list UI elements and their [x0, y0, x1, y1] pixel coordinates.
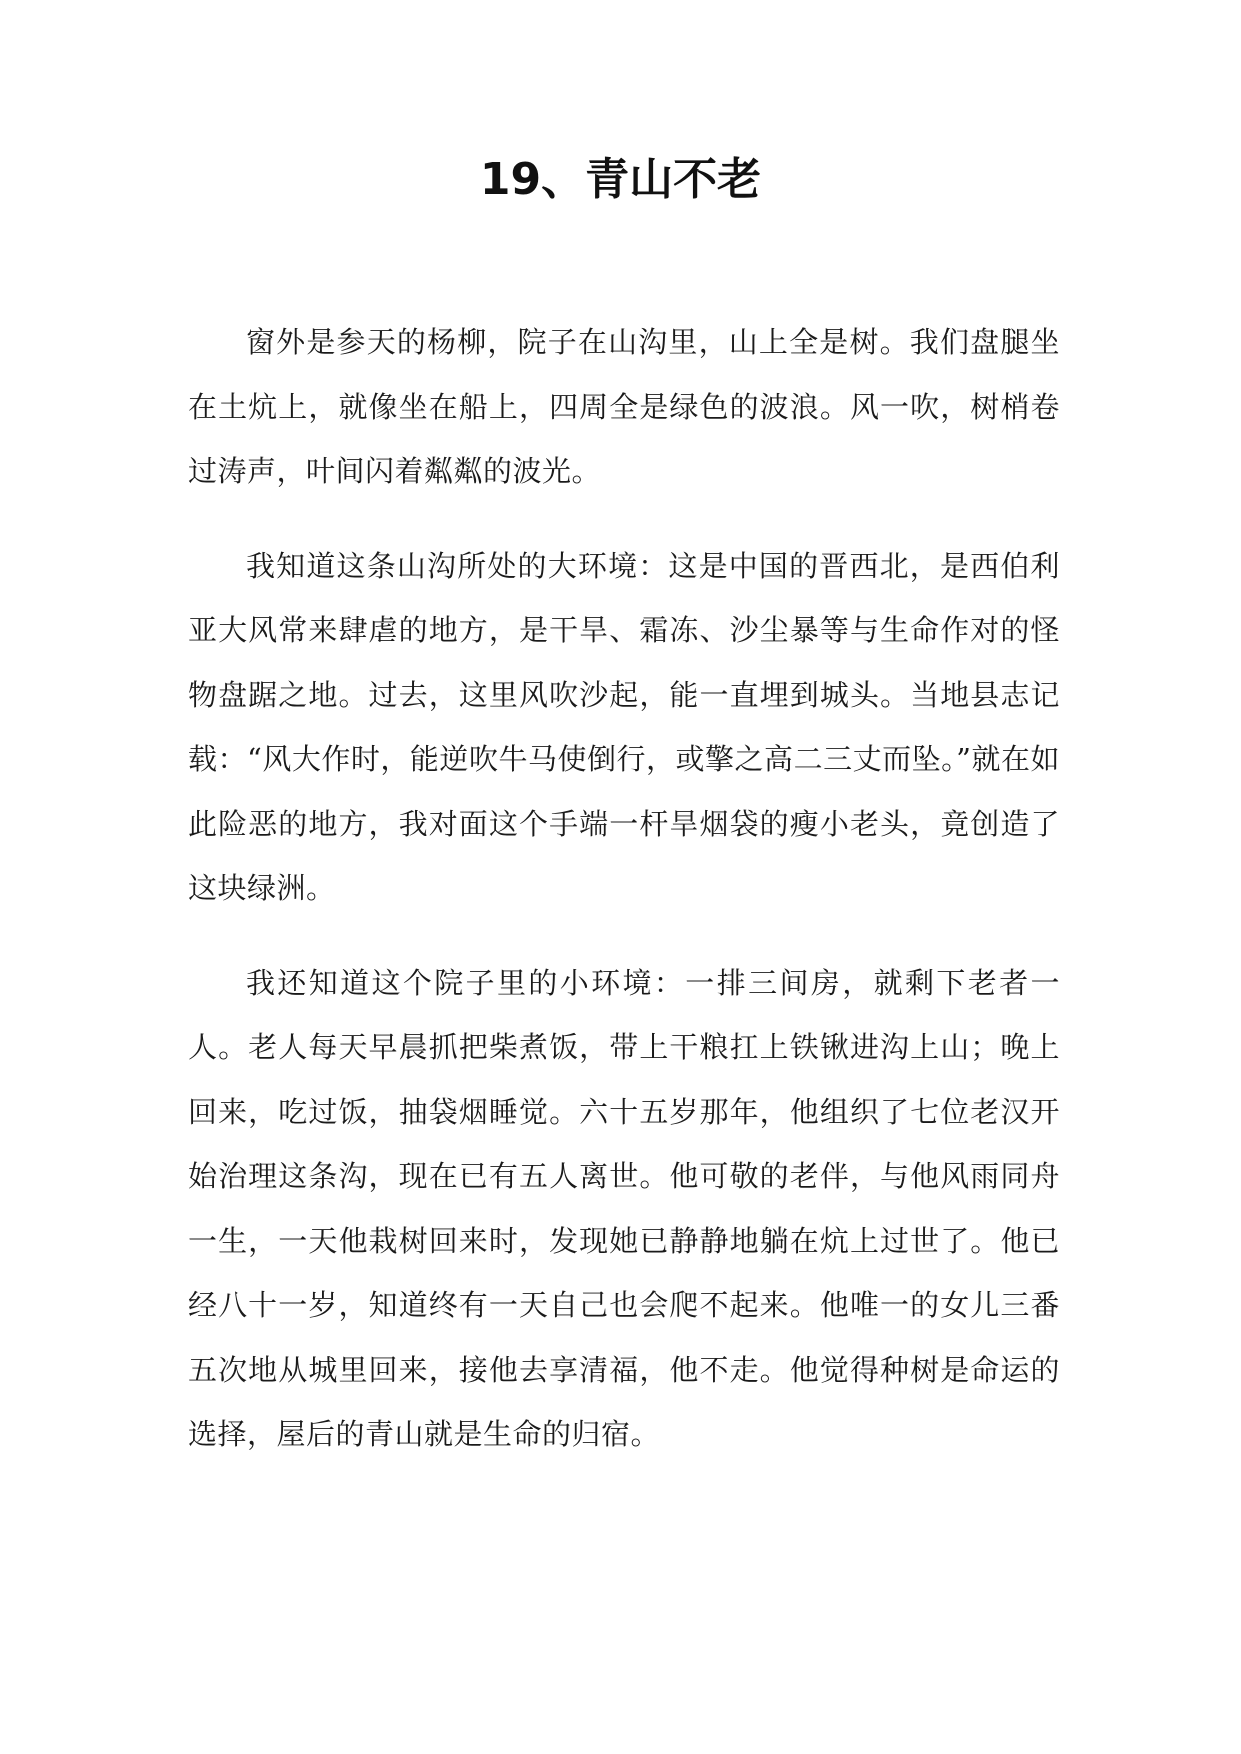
paragraph-1: 窗外是参天的杨柳，院子在山沟里，山上全是树。我们盘腿坐在土炕上，就像坐在船上，四周全是绿色的波浪。风一吹，树梢卷过涛声，叶间闪着粼粼的波光。	[188, 325, 1060, 488]
article-body	[188, 310, 1060, 1497]
paragraph-2: 我知道这条山沟所处的大环境：这是中国的晋西北，是西伯利亚大风常来肆虐的地方，是干旱、霜冻、沙尘暴等与生命作对的怪物盘踞之地。过去，这里风吹沙起，能一直埋到城头。当地县志记载：“风大作时，能逆吹牛马使倒行，或擎之高二三丈而坠。”就在如此险恶的地方，我对面这个手端一杆旱烟袋的瘦小老头，竟创造了这块绿洲。	[188, 548, 1060, 905]
paragraph-3: 我还知道这个院子里的小环境：一排三间房，就剩下老者一人。老人每天早晨抓把柴煮饭，带上干粮扛上铁锹进沟上山；晚上回来，吃过饭，抽袋烟睡觉。六十五岁那年，他组织了七位老汉开始治理这条沟，现在已有五人离世。他可敬的老伴，与他风雨同舟一生，一天他栽树回来时，发现她已静静地躺在炕上过世了。他已经八十一岁，知道终有一天自己也会爬不起来。他唯一的女儿三番五次地从城里回来，接他去享清福，他不走。他觉得种树是命运的选择，屋后的青山就是生命的归宿。	[188, 965, 1060, 1451]
page-title: 19、青山不老	[479, 154, 762, 205]
